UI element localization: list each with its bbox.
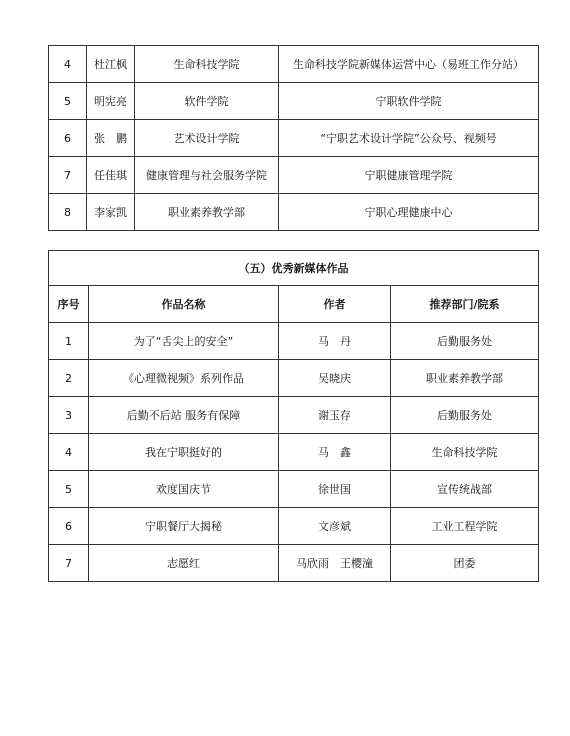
table-row bbox=[49, 360, 539, 397]
header-author: 作者 bbox=[279, 286, 391, 323]
table-row bbox=[49, 157, 539, 194]
work-title: 我在宁职挺好的 bbox=[89, 434, 279, 471]
header-dept: 推荐部门/院系 bbox=[391, 286, 539, 323]
work-title: 后勤不后站 服务有保障 bbox=[89, 397, 279, 434]
row-number: 6 bbox=[49, 120, 87, 157]
recommending-dept: 后勤服务处 bbox=[391, 323, 539, 360]
recommending-dept: 宣传统战部 bbox=[391, 471, 539, 508]
author-name: 马欣雨 王樱潼 bbox=[279, 545, 391, 582]
award-item: “宁职艺术设计学院”公众号、视频号 bbox=[279, 120, 539, 157]
row-number: 1 bbox=[49, 323, 89, 360]
department: 职业素养教学部 bbox=[135, 194, 279, 231]
work-title: 欢度国庆节 bbox=[89, 471, 279, 508]
row-number: 2 bbox=[49, 360, 89, 397]
award-item: 宁职软件学院 bbox=[279, 83, 539, 120]
header-row bbox=[49, 286, 539, 323]
person-name: 明宪亮 bbox=[87, 83, 135, 120]
recommending-dept: 后勤服务处 bbox=[391, 397, 539, 434]
table-row bbox=[49, 46, 539, 83]
author-name: 马 鑫 bbox=[279, 434, 391, 471]
table-row bbox=[49, 83, 539, 120]
works-table-body bbox=[49, 323, 539, 582]
author-name: 徐世国 bbox=[279, 471, 391, 508]
award-table-body bbox=[49, 46, 539, 231]
row-number: 5 bbox=[49, 83, 87, 120]
department: 软件学院 bbox=[135, 83, 279, 120]
row-number: 7 bbox=[49, 545, 89, 582]
new-media-works-table bbox=[48, 250, 539, 582]
section-title-row bbox=[49, 251, 539, 286]
table-row bbox=[49, 120, 539, 157]
row-number: 3 bbox=[49, 397, 89, 434]
table-row bbox=[49, 545, 539, 582]
table-row bbox=[49, 508, 539, 545]
author-name: 马 丹 bbox=[279, 323, 391, 360]
recommending-dept: 工业工程学院 bbox=[391, 508, 539, 545]
row-number: 4 bbox=[49, 434, 89, 471]
person-name: 张 鹏 bbox=[87, 120, 135, 157]
award-item: 生命科技学院新媒体运营中心（易班工作分站） bbox=[279, 46, 539, 83]
author-name: 吴晓庆 bbox=[279, 360, 391, 397]
author-name: 文彦斌 bbox=[279, 508, 391, 545]
recommending-dept: 职业素养教学部 bbox=[391, 360, 539, 397]
table-row bbox=[49, 434, 539, 471]
row-number: 5 bbox=[49, 471, 89, 508]
department: 健康管理与社会服务学院 bbox=[135, 157, 279, 194]
work-title: 为了“舌尖上的安全” bbox=[89, 323, 279, 360]
table-row bbox=[49, 194, 539, 231]
award-table-continued bbox=[48, 45, 539, 231]
row-number: 7 bbox=[49, 157, 87, 194]
work-title: 志愿红 bbox=[89, 545, 279, 582]
person-name: 李家凯 bbox=[87, 194, 135, 231]
award-item: 宁职心理健康中心 bbox=[279, 194, 539, 231]
work-title: 《心理微视频》系列作品 bbox=[89, 360, 279, 397]
header-work: 作品名称 bbox=[89, 286, 279, 323]
person-name: 杜江枫 bbox=[87, 46, 135, 83]
row-number: 8 bbox=[49, 194, 87, 231]
table-row bbox=[49, 471, 539, 508]
author-name: 谢玉存 bbox=[279, 397, 391, 434]
recommending-dept: 团委 bbox=[391, 545, 539, 582]
person-name: 任佳琪 bbox=[87, 157, 135, 194]
header-no: 序号 bbox=[49, 286, 89, 323]
award-item: 宁职健康管理学院 bbox=[279, 157, 539, 194]
table-row bbox=[49, 397, 539, 434]
section-title: （五）优秀新媒体作品 bbox=[49, 251, 539, 286]
row-number: 4 bbox=[49, 46, 87, 83]
recommending-dept: 生命科技学院 bbox=[391, 434, 539, 471]
department: 艺术设计学院 bbox=[135, 120, 279, 157]
table-row bbox=[49, 323, 539, 360]
department: 生命科技学院 bbox=[135, 46, 279, 83]
work-title: 宁职餐厅大揭秘 bbox=[89, 508, 279, 545]
row-number: 6 bbox=[49, 508, 89, 545]
